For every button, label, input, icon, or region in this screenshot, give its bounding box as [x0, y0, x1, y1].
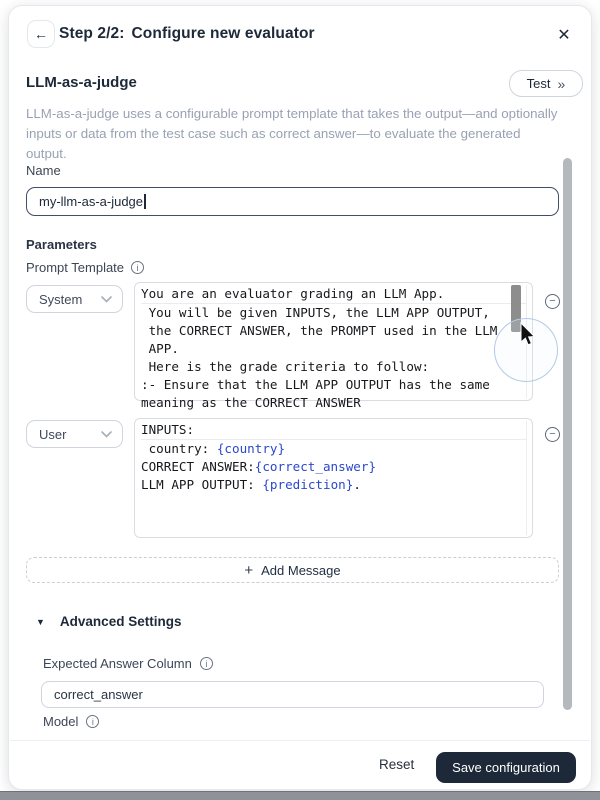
text-caret — [144, 194, 146, 209]
name-field-label: Name — [26, 163, 61, 178]
minus-circle-icon: − — [549, 295, 556, 307]
prompt-editor-system-text: You are an evaluator grading an LLM App. You will be given INPUTS, the LLM APP OUTPUT, the CORRECT ANSWER, the PROMPT used in the LLM APP. Here is the grade criteria to follow: :- Ensure that the LLM APP OUTPUT has the same meaning as the CORRECT ANSWER — [135, 283, 532, 412]
close-icon: ✕ — [557, 27, 571, 44]
prompt-template-label — [26, 260, 144, 275]
info-icon-glyph: i — [91, 716, 94, 727]
remove-message-button-user[interactable] — [545, 427, 560, 442]
dialog-title — [59, 25, 315, 43]
expected-answer-label-text: Expected Answer Column — [43, 656, 192, 671]
configure-evaluator-dialog — [8, 5, 592, 790]
plus-icon: + — [244, 561, 254, 579]
test-button[interactable] — [509, 70, 583, 97]
info-icon-glyph: i — [136, 262, 139, 273]
role-select-system[interactable] — [26, 285, 123, 313]
add-message-button[interactable] — [26, 557, 559, 583]
info-icon[interactable] — [86, 715, 99, 728]
step-label: Step 2/2: — [59, 25, 125, 42]
evaluator-name-heading: LLM-as-a-judge — [26, 74, 137, 91]
add-message-label: Add Message — [261, 562, 341, 578]
editor-scrollbar-track — [526, 421, 527, 535]
remove-message-button-system[interactable] — [545, 294, 560, 309]
prompt-editor-user[interactable] — [134, 418, 533, 538]
footer-divider — [10, 740, 590, 741]
prompt-editor-system[interactable] — [134, 282, 533, 410]
chevron-down-icon — [101, 296, 112, 303]
name-input[interactable] — [26, 187, 559, 216]
page-background-strip — [0, 791, 600, 800]
model-label — [43, 714, 99, 729]
expected-answer-column-value: correct_answer — [54, 687, 143, 702]
dialog-title-text: Configure new evaluator — [131, 25, 315, 42]
prompt-template-label-text: Prompt Template — [26, 260, 125, 275]
save-configuration-button[interactable]: Save configuration — [436, 752, 576, 783]
expected-answer-column-input[interactable] — [41, 681, 544, 708]
test-button-label: Test — [526, 76, 551, 91]
expected-answer-column-label — [43, 656, 213, 671]
info-icon[interactable] — [131, 261, 144, 274]
editor-scrollbar-thumb[interactable] — [511, 285, 521, 332]
info-icon-glyph: i — [205, 658, 208, 669]
advanced-settings-toggle[interactable] — [36, 614, 181, 629]
model-label-text: Model — [43, 714, 79, 729]
prompt-editor-user-text: INPUTS: country: {country} CORRECT ANSWER:{correct_answer} LLM APP OUTPUT: {prediction}. — [135, 419, 532, 494]
double-chevron-right-icon: » — [557, 75, 566, 92]
editor-scrollbar-track — [526, 285, 527, 398]
role-select-user[interactable] — [26, 420, 123, 448]
triangle-down-icon: ▼ — [36, 616, 45, 627]
role-select-user-value: User — [39, 426, 67, 442]
reset-button[interactable]: Reset — [379, 757, 415, 772]
info-icon[interactable] — [200, 657, 213, 670]
advanced-settings-label: Advanced Settings — [59, 614, 182, 629]
role-select-system-value: System — [39, 291, 83, 307]
name-input-value: my-llm-as-a-judge — [39, 194, 144, 209]
back-arrow-icon: ← — [34, 26, 48, 42]
evaluator-description: LLM-as-a-judge uses a configurable prompt template that takes the output—and optionally inputs or data from the test case such as correct answer—to evaluate the generated output. — [26, 106, 558, 161]
back-button[interactable] — [27, 20, 55, 48]
chevron-down-icon — [101, 431, 112, 438]
minus-circle-icon: − — [549, 428, 556, 440]
dialog-scrollbar-thumb[interactable] — [563, 158, 572, 710]
close-button[interactable] — [552, 23, 576, 47]
parameters-section-label: Parameters — [26, 237, 97, 252]
